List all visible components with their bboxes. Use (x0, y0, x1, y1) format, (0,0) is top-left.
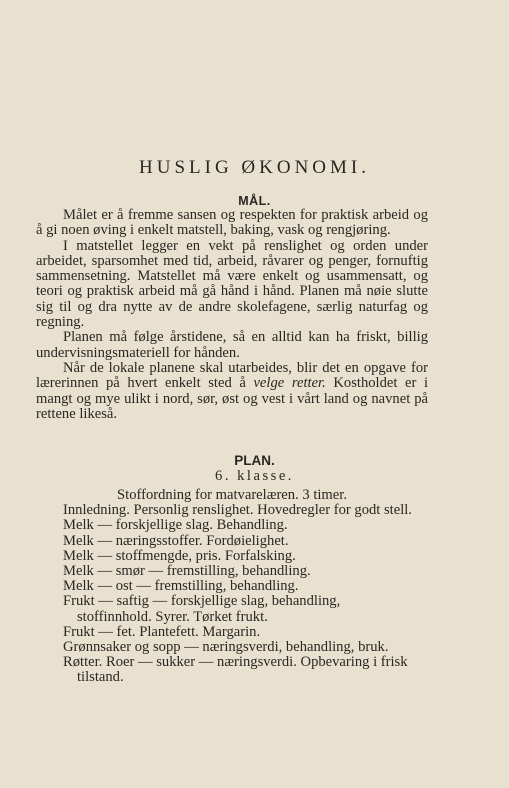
mal-section-body (36, 208, 428, 422)
paragraph: Planen må følge årstidene, så en alltid kan ha friskt, billig undervisningsmateriell for hånden. (36, 329, 428, 361)
paragraph (36, 361, 428, 422)
list-item: Grønnsaker og sopp — næringsverdi, behandling, bruk. (63, 639, 389, 656)
paragraph: I matstellet legger en vekt på renslighet og orden under arbeidet, sparsomhet med tid, arbeid, råvarer og penger, fornuftig sammensetning. Matstellet må være enkelt og usammensatt, og teori og praktisk arbeid må gå hånd i hånd. Planen må nøie slutte sig til og dra nytte av de andre skolefagene, særlig naturfag og regning. (36, 237, 428, 331)
plan-list (36, 488, 428, 686)
plan-intro: Innledning. Personlig renslighet. Hovedregler for godt stell. (63, 502, 412, 519)
list-item: Røtter. Roer — sukker — næringsverdi. Opbevaring i frisk tilstand. (63, 654, 408, 686)
list-item: Melk — ost — fremstilling, behandling. (63, 578, 299, 595)
section-heading-mal: MÅL. (238, 194, 271, 208)
plan-subheading: Stoffordning for matvarelæren. 3 timer. (117, 487, 347, 503)
paragraph-text: Kostholdet er i mangt og mye ulikt i nord, sør, øst og vest i vårt land og navnet på rettene likeså. (36, 375, 429, 422)
list-item: Melk — forskjellige slag. Behandling. (63, 517, 288, 534)
page-title: HUSLIG ØKONOMI. (139, 157, 370, 178)
section-heading-plan: PLAN. (234, 453, 275, 468)
list-item: Frukt — saftig — forskjellige slag, behandling, stoffinnhold. Syrer. Tørket frukt. (63, 593, 341, 625)
emphasis-text: velge retter. (253, 375, 326, 392)
list-item: Frukt — fet. Plantefett. Margarin. (63, 623, 261, 640)
list-item: Melk — stoffmengde, pris. Forfalsking. (63, 547, 296, 564)
list-item: Melk — smør — fremstilling, behandling. (63, 563, 311, 580)
paragraph: Målet er å fremme sansen og respekten for praktisk arbeid og å gi noen øving i enkelt matstell, baking, vask og rengjøring. (36, 207, 428, 239)
paragraph-text: Når de lokale planene skal utarbeides, blir det en opgave for lærerinnen på hvert enkelt sted å (36, 359, 428, 392)
class-heading: 6. klasse. (215, 468, 294, 484)
list-item: Melk — næringsstoffer. Fordøielighet. (63, 532, 289, 549)
